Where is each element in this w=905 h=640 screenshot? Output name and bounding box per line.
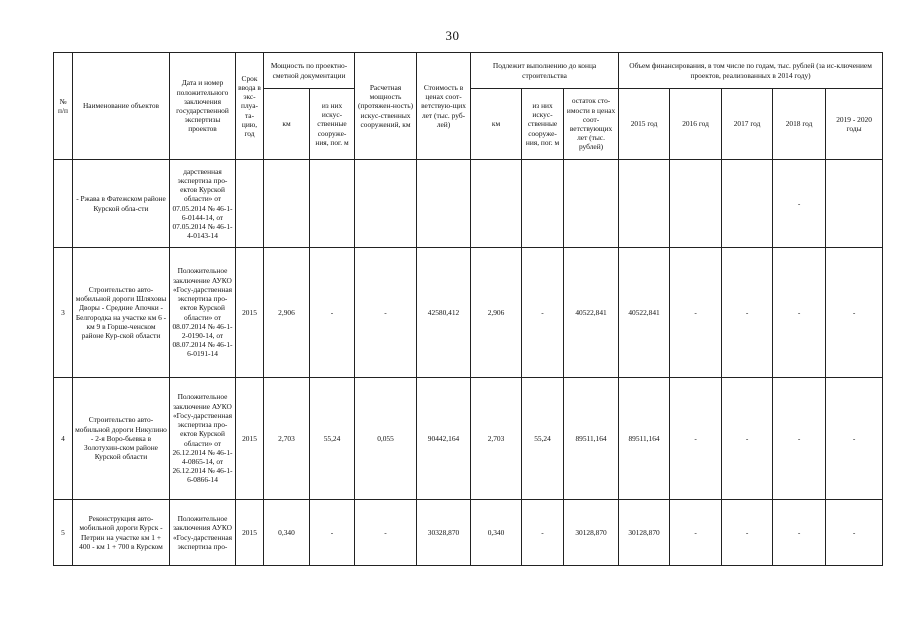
header-finance-group: Объем финансирования, в том числе по годам, тыс. рублей (за ис-ключением проектов, реализованных в 2014 году) xyxy=(619,53,883,89)
cell-y2017: - xyxy=(722,248,773,378)
cell-y2017: - xyxy=(722,500,773,566)
cell-y2017: - xyxy=(722,378,773,500)
cell-cost xyxy=(417,160,471,248)
cell-calc: - xyxy=(355,248,417,378)
cell-km xyxy=(264,160,310,248)
header-date: Дата и номер положительного заключения государственной экспертизы проектов xyxy=(170,53,236,160)
cell-date: Положительное заключения АУКО «Госу-дарственная экспертиза про- xyxy=(170,500,236,566)
header-remaining-cost: остаток сто-имости в ценах соот-ветствующих лет (тыс. рублей) xyxy=(564,89,619,160)
page-number: 30 xyxy=(445,28,460,43)
header-calc-capacity: Расчетная мощность (протяжен-ность) искус-ственных сооружений, км xyxy=(355,53,417,160)
cell-rem-cost: 30128,870 xyxy=(564,500,619,566)
cell-rem-km: 2,703 xyxy=(471,378,522,500)
cell-rem-cost: 40522,841 xyxy=(564,248,619,378)
cell-rem-km: 2,906 xyxy=(471,248,522,378)
cell-calc: - xyxy=(355,500,417,566)
cell-struct: - xyxy=(310,248,355,378)
cell-y2015: 30128,870 xyxy=(619,500,670,566)
objects-table xyxy=(53,52,883,566)
header-capacity-group: Мощность по проектно-сметной документации xyxy=(264,53,355,89)
cell-y2017 xyxy=(722,160,773,248)
cell-km: 2,906 xyxy=(264,248,310,378)
header-no: № п/п xyxy=(54,53,73,160)
cell-rem-struct: - xyxy=(522,248,564,378)
cell-cost: 42580,412 xyxy=(417,248,471,378)
header-row-1 xyxy=(54,53,883,89)
cell-term xyxy=(236,160,264,248)
cell-y2016: - xyxy=(670,500,722,566)
cell-y2018: - xyxy=(773,378,826,500)
table-row xyxy=(54,378,883,500)
cell-rem-km xyxy=(471,160,522,248)
cell-term: 2015 xyxy=(236,500,264,566)
cell-y2016: - xyxy=(670,248,722,378)
cell-y2016: - xyxy=(670,378,722,500)
cell-y2018: - xyxy=(773,160,826,248)
header-term: Срок ввода в экс-плуа-та-цию, год xyxy=(236,53,264,160)
header-cost: Стоимость в ценах соот-ветствую-щих лет (тыс. руб-лей) xyxy=(417,53,471,160)
cell-km: 0,340 xyxy=(264,500,310,566)
cell-y2019: - xyxy=(826,248,883,378)
cell-cost: 90442,164 xyxy=(417,378,471,500)
cell-name: Строительство авто-мобильной дороги Никулино - 2-я Воро-бьевка в Золотухин-ском районе Курской области xyxy=(73,378,170,500)
header-year-2019-2020: 2019 - 2020 годы xyxy=(826,89,883,160)
header-year-2016: 2016 год xyxy=(670,89,722,160)
header-remaining-struct: из них искус-ственные сооруже-ния, пог. м xyxy=(522,89,564,160)
cell-calc xyxy=(355,160,417,248)
table-row xyxy=(54,500,883,566)
cell-date: дарственная экспертиза про-ектов Курской области» от 07.05.2014 № 46-1-6-0144-14, от 07.05.2014 № 46-1-4-0143-14 xyxy=(170,160,236,248)
cell-term: 2015 xyxy=(236,248,264,378)
cell-cost: 30328,870 xyxy=(417,500,471,566)
table-row xyxy=(54,248,883,378)
cell-no xyxy=(54,160,73,248)
header-capacity-struct: из них искус-ственные сооруже-ния, пог. м xyxy=(310,89,355,160)
cell-no: 5 xyxy=(54,500,73,566)
cell-rem-km: 0,340 xyxy=(471,500,522,566)
table-row xyxy=(54,160,883,248)
cell-date: Положительное заключение АУКО «Госу-дарственная экспертиза про-ектов Курской области» от 26.12.2014 № 46-1-4-0865-14, от 26.12.2014 № 46-1-6-0866-14 xyxy=(170,378,236,500)
cell-y2019: - xyxy=(826,500,883,566)
cell-name: - Ржава в Фатежском районе Курской обла-сти xyxy=(73,160,170,248)
cell-struct xyxy=(310,160,355,248)
cell-no: 3 xyxy=(54,248,73,378)
cell-date: Положительное заключение АУКО «Госу-дарственная экспертиза про-ектов Курской области» от 08.07.2014 № 46-1-2-0190-14, от 08.07.2014 № 46-1-6-0191-14 xyxy=(170,248,236,378)
cell-y2015: 89511,164 xyxy=(619,378,670,500)
header-year-2018: 2018 год xyxy=(773,89,826,160)
header-name: Наименование объектов xyxy=(73,53,170,160)
header-year-2017: 2017 год xyxy=(722,89,773,160)
cell-y2018: - xyxy=(773,500,826,566)
cell-y2019: - xyxy=(826,378,883,500)
cell-y2018: - xyxy=(773,248,826,378)
cell-no: 4 xyxy=(54,378,73,500)
cell-rem-struct: 55,24 xyxy=(522,378,564,500)
cell-rem-struct: - xyxy=(522,500,564,566)
header-remaining-group: Подлежит выполнению до конца строительства xyxy=(471,53,619,89)
cell-struct: 55,24 xyxy=(310,378,355,500)
cell-y2015 xyxy=(619,160,670,248)
cell-name: Строительство авто-мобильной дороги Шляховы Дворы - Средние Апочки - Белгородка на участке км 6 - км 9 в Горше-ченском районе Кур-ской области xyxy=(73,248,170,378)
cell-rem-cost: 89511,164 xyxy=(564,378,619,500)
cell-calc: 0,055 xyxy=(355,378,417,500)
cell-y2015: 40522,841 xyxy=(619,248,670,378)
header-year-2015: 2015 год xyxy=(619,89,670,160)
cell-rem-cost xyxy=(564,160,619,248)
cell-rem-struct xyxy=(522,160,564,248)
cell-term: 2015 xyxy=(236,378,264,500)
header-remaining-km: км xyxy=(471,89,522,160)
header-capacity-km: км xyxy=(264,89,310,160)
cell-y2016 xyxy=(670,160,722,248)
cell-struct: - xyxy=(310,500,355,566)
cell-name: Реконструкция авто-мобильной дороги Курск - Петрин на участке км 1 + 400 - км 1 + 700 в Курском xyxy=(73,500,170,566)
cell-km: 2,703 xyxy=(264,378,310,500)
cell-y2019 xyxy=(826,160,883,248)
